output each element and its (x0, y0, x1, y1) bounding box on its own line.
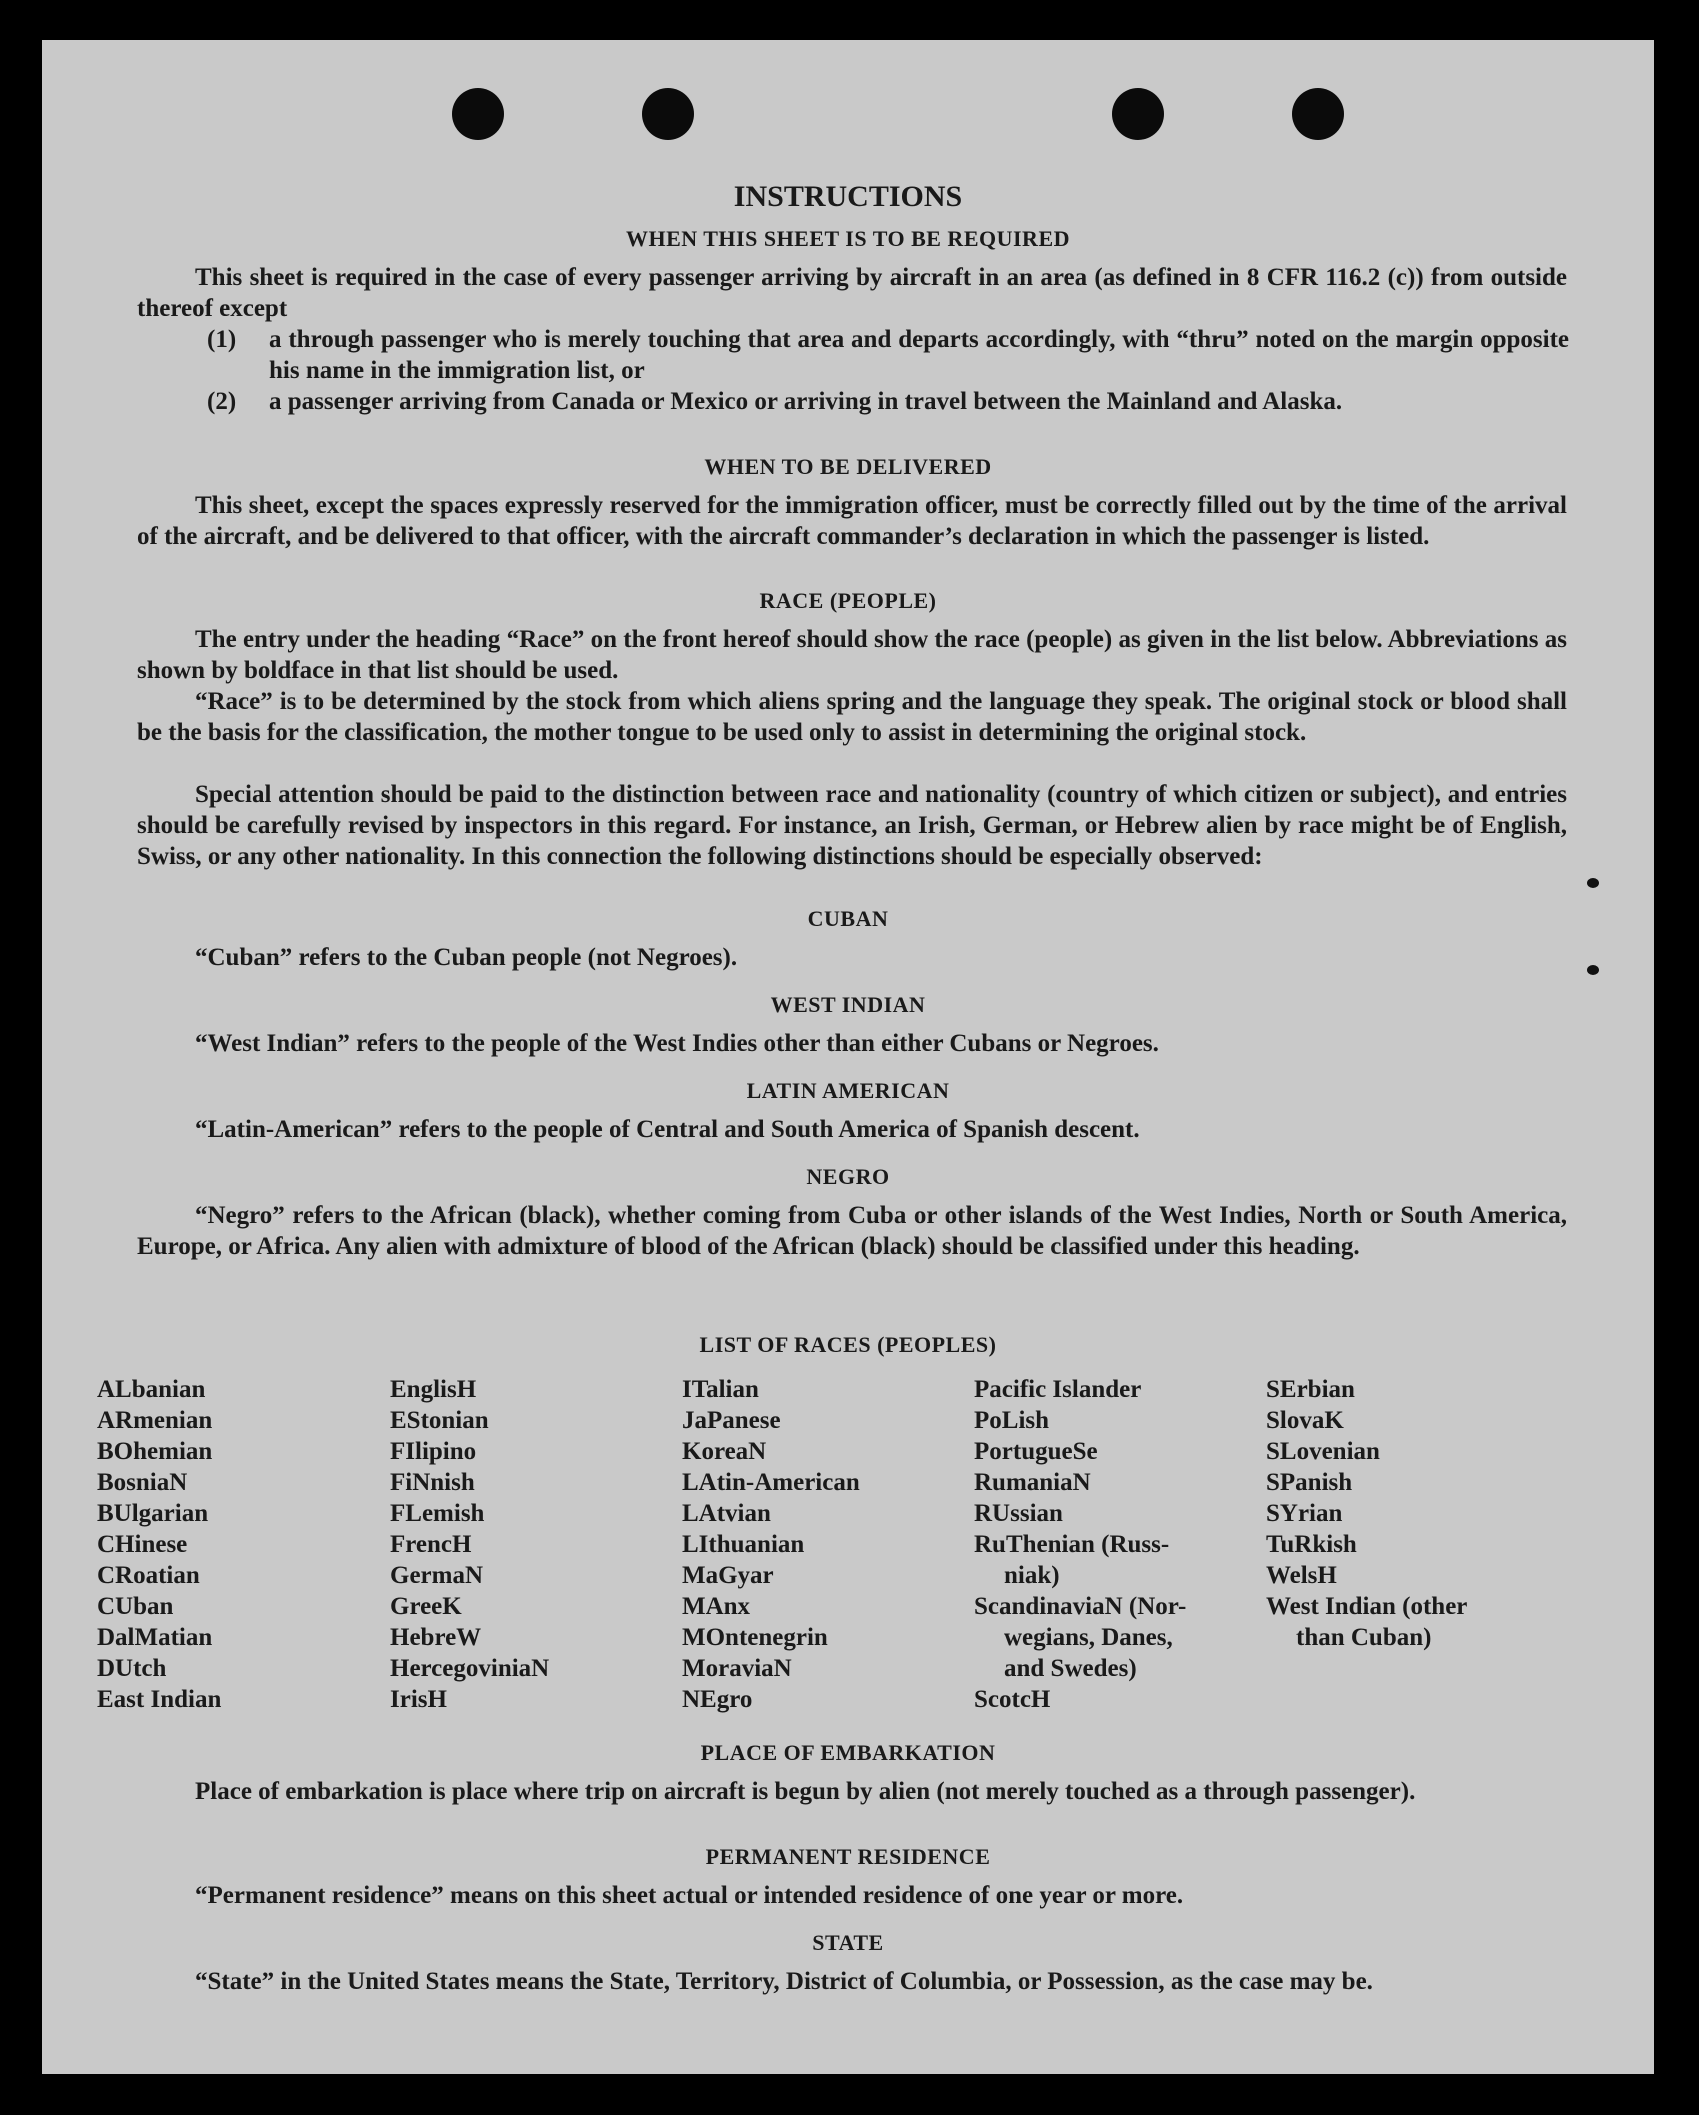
race-entry: niak) (1004, 1562, 1060, 1589)
race-entry: West Indian (other (1266, 1593, 1468, 1620)
race-entry: NEgro (682, 1686, 753, 1713)
page-title: INSTRUCTIONS (733, 180, 963, 213)
race-text-3: Special attention should be paid to the distinction between race and nationality (country of which citizen or subject), and entries should be carefully revised by inspectors in this regard. For instance, an Irish, German, or Hebrew alien by race might be of English, Swiss, or any other nationality. In this connection the following distinctions should be especially observed: (137, 781, 1567, 870)
race-column-4 (974, 1374, 1186, 1715)
race-entry: KoreaN (682, 1438, 767, 1465)
race-entry: LIthuanian (682, 1531, 805, 1558)
edge-mark (1587, 965, 1599, 975)
heading-when-delivered: WHEN TO BE DELIVERED (704, 454, 992, 479)
race-entry: CRoatian (97, 1562, 200, 1589)
heading-when-required: WHEN THIS SHEET IS TO BE REQUIRED (625, 226, 1071, 251)
heading-place-of-embarkation: PLACE OF EMBARKATION (700, 1740, 996, 1765)
race-entry: SlovaK (1266, 1407, 1344, 1434)
race-text-1: The entry under the heading “Race” on the front hereof should show the race (people) as given in the list below. Abbreviations as shown by boldface in that list should be used. (137, 626, 1567, 684)
heading-permanent-residence: PERMANENT RESIDENCE (705, 1844, 991, 1869)
race-entry: SLovenian (1266, 1438, 1380, 1465)
race-entry: CUban (97, 1593, 174, 1620)
when-required-text: This sheet is required in the case of every passenger arriving by aircraft in an area (as defined in 8 CFR 116.2 (c)) from outside thereof except (137, 264, 1567, 322)
race-entry: LAtvian (682, 1500, 771, 1527)
cuban-text: “Cuban” refers to the Cuban people (not Negroes). (195, 944, 738, 971)
race-column-1 (97, 1374, 221, 1715)
punch-hole (642, 88, 694, 140)
latin-american-text: “Latin-American” refers to the people of Central and South America of Spanish descent. (195, 1116, 1140, 1143)
race-entry: ARmenian (97, 1407, 213, 1434)
race-entry: and Swedes) (1004, 1655, 1137, 1682)
punch-hole (1292, 88, 1344, 140)
heading-cuban: CUBAN (807, 906, 889, 931)
race-entry: GreeK (390, 1593, 462, 1620)
race-entry: ALbanian (97, 1376, 206, 1403)
heading-race: RACE (PEOPLE) (759, 588, 937, 613)
heading-negro: NEGRO (806, 1164, 890, 1189)
when-delivered-text: This sheet, except the spaces expressly reserved for the immigration officer, must be correctly filled out by the time of the arrival of the aircraft, and be delivered to that officer, with the aircraft commander’s declaration in which the passenger is listed. (137, 492, 1567, 550)
race-column-2 (390, 1374, 549, 1715)
race-entry: CHinese (97, 1531, 188, 1558)
race-entry: PortugueSe (974, 1438, 1098, 1465)
race-entry: PoLish (974, 1407, 1050, 1434)
race-entry: WelsH (1266, 1562, 1337, 1589)
race-entry: FiNnish (390, 1469, 475, 1496)
punch-hole (452, 88, 504, 140)
heading-west-indian: WEST INDIAN (770, 992, 926, 1017)
race-entry: than Cuban) (1296, 1624, 1432, 1651)
race-column-3 (682, 1374, 860, 1715)
race-entry: RuThenian (Russ- (974, 1531, 1170, 1558)
heading-latin-american: LATIN AMERICAN (746, 1078, 950, 1103)
race-entry: HebreW (390, 1624, 482, 1651)
punch-hole (1112, 88, 1164, 140)
race-entry: FrencH (390, 1531, 472, 1558)
residence-text: “Permanent residence” means on this sheet actual or intended residence of one year or more. (195, 1882, 1184, 1909)
race-entry: DalMatian (97, 1624, 213, 1651)
race-entry: Pacific Islander (974, 1376, 1142, 1403)
race-entry: LAtin-American (682, 1469, 860, 1496)
race-entry: ITalian (682, 1376, 759, 1403)
race-entry: BosniaN (97, 1469, 188, 1496)
race-entry: HercegoviniaN (390, 1655, 550, 1682)
race-entry: MOntenegrin (682, 1624, 828, 1651)
west-indian-text: “West Indian” refers to the people of the West Indies other than either Cubans or Negroes. (195, 1030, 1159, 1057)
race-entry: FLemish (390, 1500, 485, 1527)
race-entry: BUlgarian (97, 1500, 209, 1527)
race-entry: MAnx (682, 1593, 751, 1620)
negro-text: “Negro” refers to the African (black), whether coming from Cuba or other islands of the West Indies, North or South America, Europe, or Africa. Any alien with admixture of blood of the African (black) should be classified under this heading. (137, 1202, 1567, 1260)
race-entry: BOhemian (97, 1438, 213, 1465)
race-entry: FIlipino (390, 1438, 477, 1465)
race-text-2: “Race” is to be determined by the stock from which aliens spring and the language they speak. The original stock or blood shall be the basis for the classification, the mother tongue to be used only to assist in determining the original stock. (137, 688, 1567, 746)
race-column-5 (1266, 1374, 1467, 1653)
race-entry: MoraviaN (682, 1655, 792, 1682)
document-sheet: INSTRUCTIONS WHEN THIS SHEET IS TO BE REQUIRED This sheet is required in the case of every passenger arriving by aircraft in an area (as defined in 8 CFR 116.2 (c)) from outside thereof except (1) a through passenger who is merely touching that area and departs accordingly, with “thru” noted on the margin opposite his name in the immigration list, or (2) a passenger arriving from Canada or Mexico or arriving in travel between the Mainland and Alaska. WHEN TO BE DELIVERED This sheet, except the spaces expressly reserved for the immigration officer, must be correctly filled out by the time of the arrival of the aircraft, and be delivered to that officer, with the aircraft commander’s declaration in which the passenger is listed. RACE (PEOPLE) The entry under the heading “Race” on the front hereof should show the race (people) as given in the list below. Abbreviations as shown by boldface in that list should be used. “Race” is to be determined by the stock from which aliens spring and the language they speak. The original stock or blood shall be the basis for the classification, the mother tongue to be used only to assist in determining the original stock. Special attention should be paid to the distinction between race and nationality (country of which citizen or subject), and entries should be carefully revised by inspectors in this regard. For instance, an Irish, German, or Hebrew alien by race might be of English, Swiss, or any other nationality. In this connection the following distinctions should be especially observed: CUBAN “Cuban” refers to the Cuban people (not Negroes). WEST INDIAN “West Indian” refers to the people of the West Indies other than either Cubans or Negroes. LATIN AMERICAN “Latin-American” refers to the people of Central and South America of Spanish descent. NEGRO “Negro” refers to the African (black), whether coming from Cuba or other islands of the West Indies, North or South America, Europe, or Africa. Any alien with admixture of blood of the African (black) should be classified under this heading. LIST OF RACES (PEOPLES) ALbanian ARmenian BOhemian BosniaN BUlgarian CHinese CRoatian CUban DalMatian DUtch East Indian EnglisH EStonian FIlipino FiNnish FLemish FrencH GermaN GreeK HebreW HercegoviniaN IrisH ITalian JaPanese KoreaN LAtin-American LAtvian LIthuanian MaGyar MAnx MOntenegrin MoraviaN NEgro Pacific Islander PoLish PortugueSe RumaniaN RUssian RuThenian (Russ- niak) ScandinaviaN (Nor- wegians, Danes, and Swedes) ScotcH SErbian SlovaK SLovenian SPanish SYrian TuRkish WelsH West Indian (other than Cuban) PLACE OF EMBARKATION Place of embarkation is place where trip on aircraft is begun by alien (not merely touched as a through passenger). PERMANENT RESIDENCE “Permanent residence” means on this sheet actual or intended residence of one year or more. STATE “State” in the United States means the State, Territory, District of Columbia, or Possession, as the case may be. (42, 40, 1654, 2074)
race-entry: SYrian (1266, 1500, 1343, 1527)
race-entry: DUtch (97, 1655, 167, 1682)
race-entry: SPanish (1266, 1469, 1353, 1496)
race-entry: ScandinaviaN (Nor- (974, 1593, 1187, 1620)
race-entry: ScotcH (974, 1686, 1051, 1713)
race-entry: RumaniaN (974, 1469, 1091, 1496)
race-entry: MaGyar (682, 1562, 774, 1589)
edge-mark (1587, 878, 1599, 888)
race-entry: RUssian (974, 1500, 1063, 1527)
race-entry: EStonian (390, 1407, 489, 1434)
race-entry: EnglisH (390, 1376, 477, 1403)
race-entry: East Indian (97, 1686, 222, 1713)
race-entry: TuRkish (1266, 1531, 1357, 1558)
heading-state: STATE (812, 1930, 884, 1955)
embarkation-text: Place of embarkation is place where trip on aircraft is begun by alien (not merely touched as a through passenger). (195, 1778, 1416, 1805)
heading-list-of-races: LIST OF RACES (PEOPLES) (699, 1332, 997, 1357)
race-entry: IrisH (390, 1686, 447, 1713)
race-entry: SErbian (1266, 1376, 1355, 1403)
race-entry: GermaN (390, 1562, 484, 1589)
state-text: “State” in the United States means the State, Territory, District of Columbia, or Possession, as the case may be. (195, 1968, 1373, 1995)
race-entry: wegians, Danes, (1004, 1624, 1173, 1651)
race-entry: JaPanese (682, 1407, 781, 1434)
